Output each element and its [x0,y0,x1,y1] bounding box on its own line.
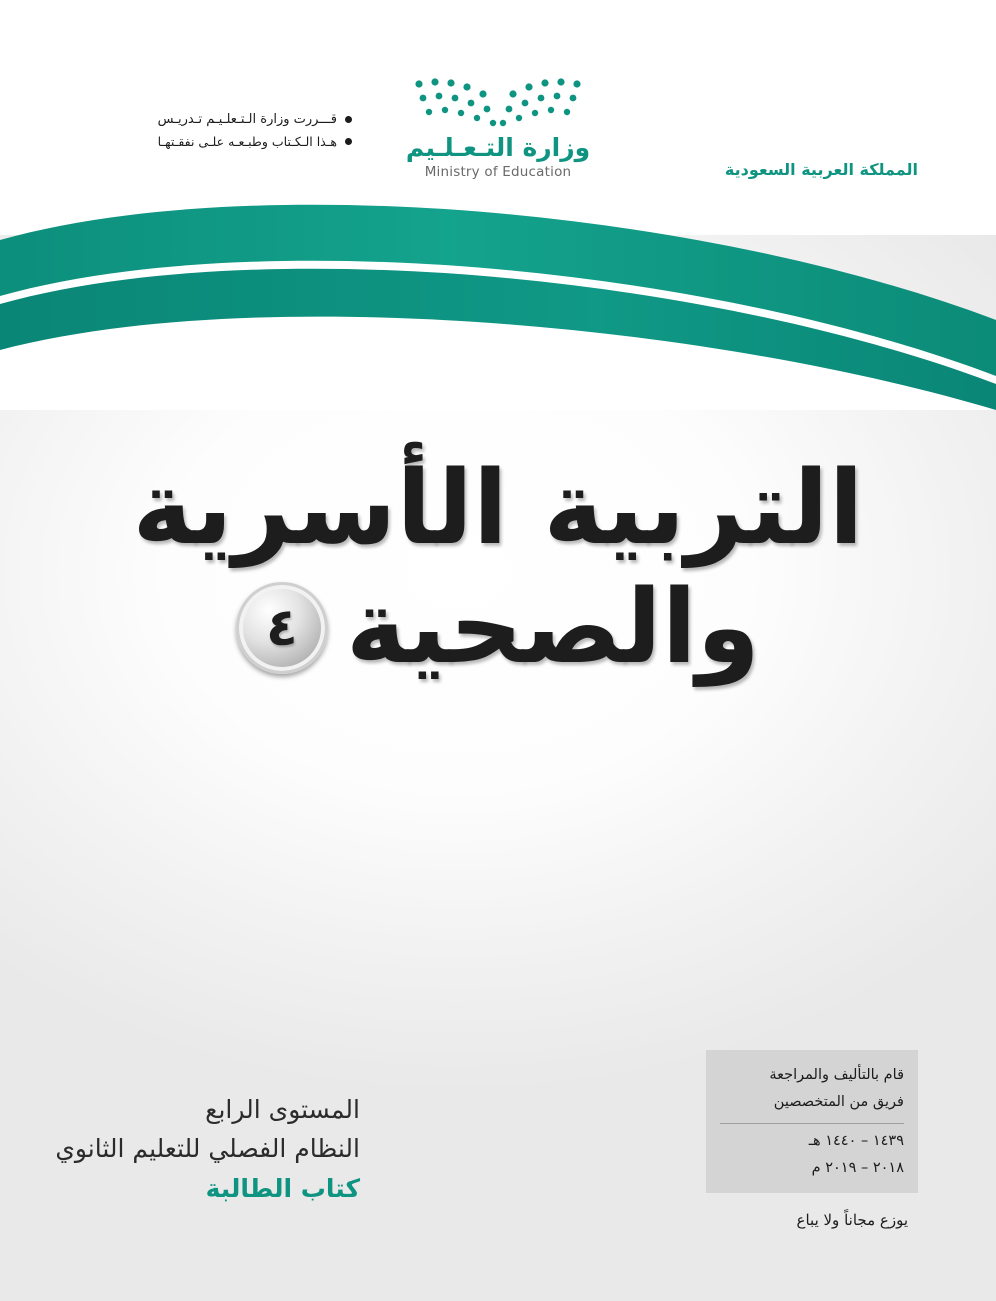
ministry-name-english: Ministry of Education [424,163,572,180]
ministry-name-arabic: وزارة التـعـلـيم [405,133,591,162]
decision-text-2: هـذا الـكـتاب وطبـعـه علـى نفقـتهـا [157,134,337,149]
book-subtitle-block [55,1091,360,1209]
subtitle-level: المستوى الرابع [205,1094,360,1124]
book-title-line-1: التربية الأسرية [132,449,864,568]
printing-decision-block [22,112,352,156]
free-distribution-note: يوزع مجاناً ولا يباع [796,1211,908,1229]
subtitle-book-type: كتاب الطالبة [205,1174,360,1204]
decision-line-1 [22,112,352,127]
decision-line-2 [22,134,352,149]
credits-gregorian-years: ٢٠١٨ – ٢٠١٩ م [811,1160,904,1177]
ministry-dots-icon [413,78,583,132]
credits-line-1: قام بالتأليف والمراجعة [769,1066,904,1083]
book-title-area [0,449,996,688]
teal-swoosh-decoration [0,200,996,410]
book-title-line-2-row [0,568,996,688]
book-title-line-2: والصحية [345,568,761,688]
subtitle-system: النظام الفصلي للتعليم الثانوي [55,1133,360,1163]
credits-line-2: فريق من المتخصصين [773,1094,904,1111]
ministry-logo-block [368,78,628,180]
level-number-badge: ٤ [236,582,328,674]
bullet-dot-icon [345,116,352,123]
decision-text-1: قـــررت وزارة الـتـعلـيـم تـدريـس [157,112,337,127]
credits-divider [720,1123,904,1124]
credits-box [706,1050,918,1193]
credits-hijri-years: ١٤٣٩ – ١٤٤٠ هـ [808,1132,904,1149]
cover-header [0,0,996,220]
bullet-dot-icon [345,138,352,145]
kingdom-label: المملكة العربية السعودية [724,160,918,179]
